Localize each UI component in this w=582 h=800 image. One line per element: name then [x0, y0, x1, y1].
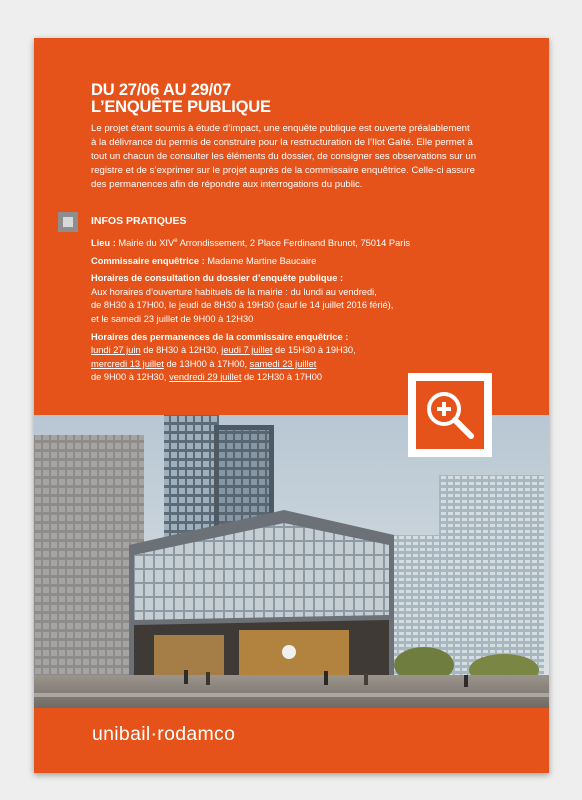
footer-bar: [34, 708, 549, 773]
intro-paragraph: [91, 122, 516, 192]
page-title: [91, 82, 511, 116]
permanence-date: samedi 23 juillet: [249, 358, 317, 369]
infos-heading: INFOS PRATIQUES: [91, 215, 187, 227]
horaires-line: de 8H30 à 17H00, le jeudi de 8H30 à 19H30 (sauf le 14 juillet 2016 férié),: [91, 300, 394, 311]
horaires-line: et le samedi 23 juillet de 9H00 à 12H30: [91, 314, 254, 325]
title-line-heading: L’ENQUÊTE PUBLIQUE: [91, 98, 271, 116]
lieu-value-rest: Arrondissement, 2 Place Ferdinand Brunot, 75014 Paris: [177, 238, 411, 249]
info-square-icon: [58, 212, 78, 232]
intro-line: à la délivrance du permis de construire pour la restructuration de l’Ilot Gaîté. Elle permet à: [91, 137, 473, 148]
permanence-date: lundi 27 juin: [91, 345, 141, 356]
zoom-in-magnifier-icon: [416, 381, 484, 449]
commissaire-value: Madame Martine Baucaire: [204, 255, 317, 266]
permanence-time: de 15H30 à 19H30,: [272, 345, 356, 356]
lieu-label: Lieu :: [91, 238, 116, 249]
permanences-line: [91, 358, 511, 372]
zoom-button[interactable]: [408, 373, 492, 457]
brand-logo: unibail·rodamco: [92, 723, 236, 745]
infos-block: [91, 235, 511, 385]
permanence-time: de 13H00 à 17H00,: [163, 358, 250, 369]
permanences-line: [91, 344, 511, 358]
info-poster: [34, 38, 549, 773]
horaires-line: Aux horaires d’ouverture habituels de la mairie : du lundi au vendredi,: [91, 286, 377, 297]
permanence-date: mercredi 13 juillet: [91, 358, 164, 369]
intro-line: des permanences afin de répondre aux interrogations du public.: [91, 179, 363, 190]
permanence-time: de 8H30 à 12H30,: [140, 345, 222, 356]
intro-line: registre et de s’exprimer sur le projet auprès de la commissaire enquêtrice. Celle-ci assure: [91, 165, 475, 176]
permanence-date: vendredi 29 juillet: [169, 372, 242, 383]
lieu-row: [91, 235, 511, 251]
commissaire-label: Commissaire enquêtrice :: [91, 255, 205, 266]
intro-line: Le projet étant soumis à étude d’impact, une enquête publique est ouverte préalablement: [91, 123, 470, 134]
permanence-time: de 12H30 à 17H00: [241, 372, 323, 383]
horaires-label: Horaires de consultation du dossier d’enquête publique :: [91, 273, 344, 284]
intro-line: tout un chacun de consulter les éléments du dossier, de consigner ses observations sur un: [91, 151, 477, 162]
permanence-time: de 9H00 à 12H30,: [91, 372, 170, 383]
title-line-dates: DU 27/06 AU 29/07: [91, 81, 231, 99]
lieu-value: Mairie du XIV: [115, 238, 175, 249]
commissaire-row: [91, 255, 511, 269]
permanences-label: Horaires des permanences de la commissaire enquêtrice :: [91, 331, 349, 342]
permanence-date: jeudi 7 juillet: [221, 345, 273, 356]
lieu-superscript: e: [174, 238, 178, 244]
building-rendering-image: [34, 415, 549, 708]
